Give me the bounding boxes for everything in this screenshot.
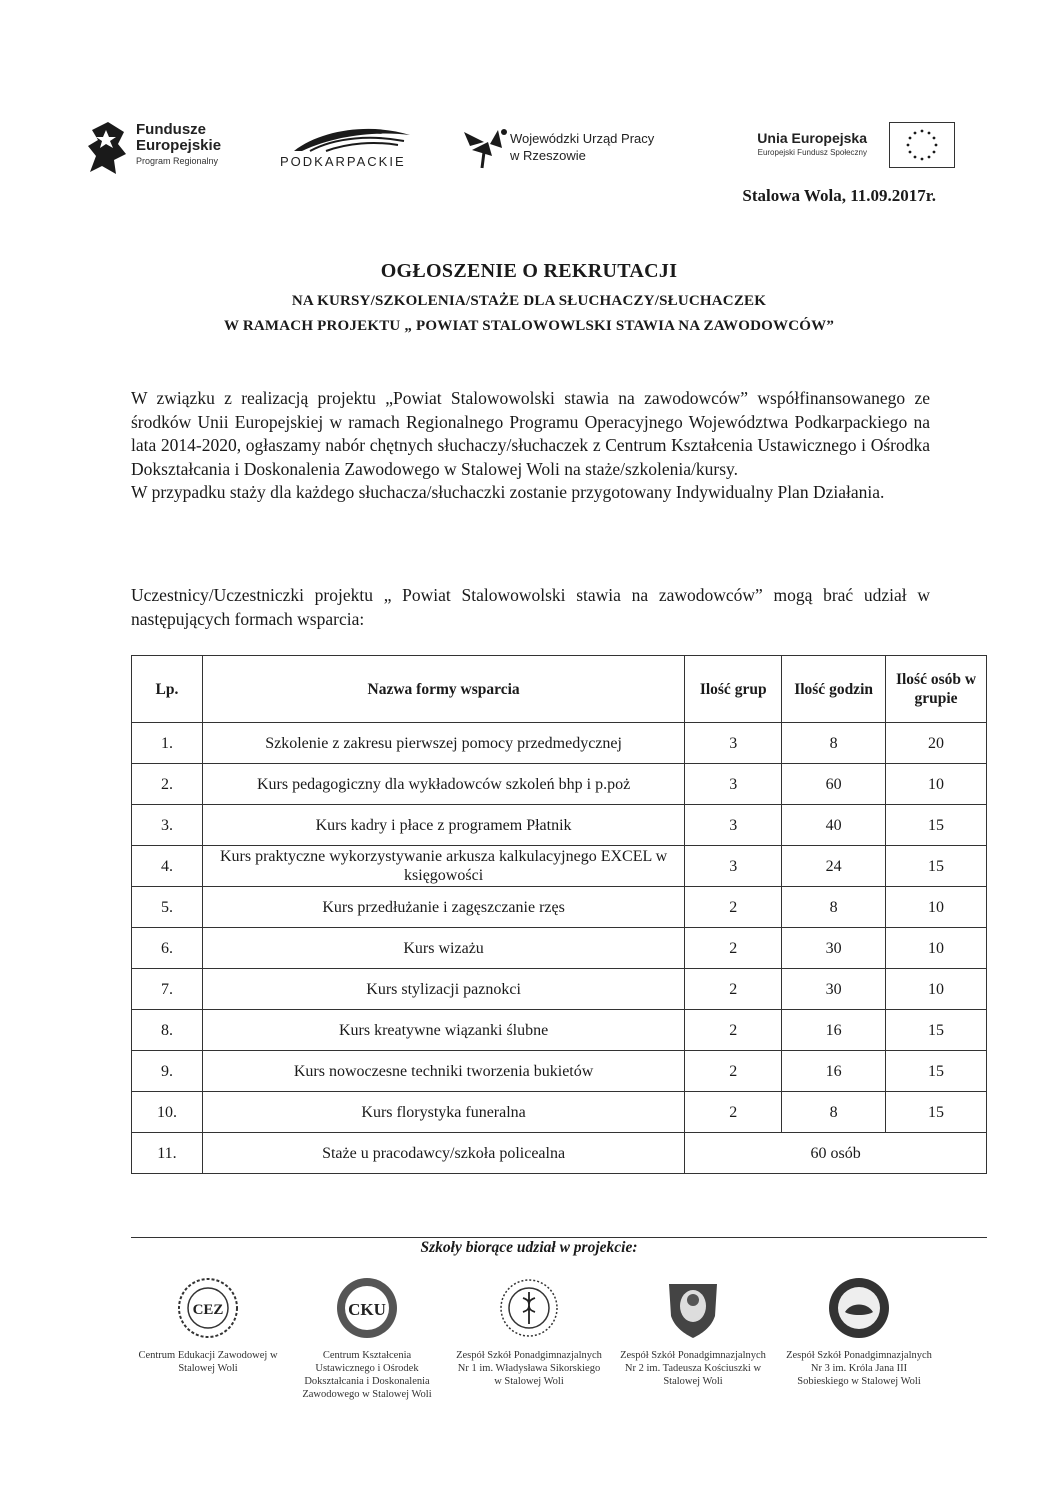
table-row xyxy=(132,1051,987,1092)
table-row xyxy=(132,723,987,764)
eu-flag-icon xyxy=(889,122,955,168)
cell-people: 15 xyxy=(886,1051,987,1092)
cell-people: 10 xyxy=(886,764,987,805)
cell-hours: 8 xyxy=(782,723,886,764)
cell-hours: 60 xyxy=(782,764,886,805)
cell-groups: 2 xyxy=(685,928,782,969)
cell-people: 20 xyxy=(886,723,987,764)
cell-name: Kurs nowoczesne techniki tworzenia bukietów xyxy=(202,1051,684,1092)
cell-merged-people: 60 osób xyxy=(685,1133,987,1174)
wup-bird-icon xyxy=(462,122,508,170)
footer-divider xyxy=(131,1237,987,1238)
cell-groups: 2 xyxy=(685,887,782,928)
cell-hours: 8 xyxy=(782,887,886,928)
school-zsp1 xyxy=(454,1276,604,1388)
cell-name: Staże u pracodawcy/szkoła policealna xyxy=(202,1133,684,1174)
school-caption: Centrum Kształcenia Ustawicznego i Ośrodek Dokształcania i Doskonalenia Zawodowego w Stalowej Woli xyxy=(302,1350,432,1400)
cell-lp: 4. xyxy=(132,846,203,887)
cell-lp: 11. xyxy=(132,1133,203,1174)
cell-lp: 3. xyxy=(132,805,203,846)
fundusze-star-icon xyxy=(88,120,128,176)
support-forms-table xyxy=(131,655,987,1174)
cell-lp: 1. xyxy=(132,723,203,764)
school-cku xyxy=(292,1276,442,1401)
cell-people: 15 xyxy=(886,846,987,887)
cell-hours: 24 xyxy=(782,846,886,887)
cell-groups: 2 xyxy=(685,1051,782,1092)
cell-people: 10 xyxy=(886,969,987,1010)
cku-emblem-text: CKU xyxy=(348,1300,386,1319)
cell-name: Kurs kadry i płace z programem Płatnik xyxy=(202,805,684,846)
fundusze-line2: Europejskie xyxy=(136,137,222,154)
cell-name: Kurs florystyka funeralna xyxy=(202,1092,684,1133)
cell-lp: 9. xyxy=(132,1051,203,1092)
table-row xyxy=(132,1092,987,1133)
cell-groups: 2 xyxy=(685,969,782,1010)
cell-lp: 6. xyxy=(132,928,203,969)
cell-groups: 3 xyxy=(685,846,782,887)
cell-name: Kurs stylizacji paznokci xyxy=(202,969,684,1010)
table-row xyxy=(132,1010,987,1051)
cell-hours: 30 xyxy=(782,969,886,1010)
cell-name: Kurs wizażu xyxy=(202,928,684,969)
cell-hours: 40 xyxy=(782,805,886,846)
intro-paragraph-block xyxy=(131,387,930,505)
zsp2-portrait-shield-icon xyxy=(661,1276,725,1340)
wup-line2: w Rzeszowie xyxy=(510,148,586,163)
podkarpackie-logo xyxy=(278,125,428,175)
cell-lp: 2. xyxy=(132,764,203,805)
school-zsp3 xyxy=(784,1276,934,1388)
cell-groups: 3 xyxy=(685,764,782,805)
wup-line1: Wojewódzki Urząd Pracy xyxy=(510,131,655,146)
fundusze-line1: Fundusze xyxy=(136,121,206,138)
school-cez xyxy=(133,1276,283,1375)
cell-groups: 3 xyxy=(685,723,782,764)
cell-groups: 2 xyxy=(685,1010,782,1051)
announcement-title: OGŁOSZENIE O REKRUTACJI xyxy=(380,260,678,282)
participants-paragraph-block xyxy=(131,584,930,631)
cell-name: Kurs kreatywne wiązanki ślubne xyxy=(202,1010,684,1051)
school-caption: Zespół Szkół Ponadgimnazjalnych Nr 2 im. Tadeusza Kościuszki w Stalowej Woli xyxy=(620,1350,766,1387)
school-caption: Zespół Szkół Ponadgimnazjalnych Nr 3 im. Króla Jana III Sobieskiego w Stalowej Woli xyxy=(786,1350,932,1387)
plan-paragraph: W przypadku staży dla każdego słuchacza/słuchaczki zostanie przygotowany Indywidualny Plan Działania. xyxy=(131,482,885,502)
zsp1-caduceus-emblem-icon xyxy=(497,1276,561,1340)
cell-lp: 10. xyxy=(132,1092,203,1133)
table-row xyxy=(132,887,987,928)
ue-logo xyxy=(725,122,955,170)
cell-groups: 2 xyxy=(685,1092,782,1133)
cell-name: Kurs pedagogiczny dla wykładowców szkoleń bhp i p.poż xyxy=(202,764,684,805)
header-groups: Ilość grup xyxy=(685,656,782,723)
table-row xyxy=(132,846,987,887)
header-lp: Lp. xyxy=(132,656,203,723)
cell-lp: 7. xyxy=(132,969,203,1010)
cell-lp: 5. xyxy=(132,887,203,928)
fundusze-line3: Program Regionalny xyxy=(136,156,219,166)
school-caption: Zespół Szkół Ponadgimnazjalnych Nr 1 im. Władysława Sikorskiego w Stalowej Woli xyxy=(456,1350,602,1387)
podkarpackie-name: PODKARPACKIE xyxy=(280,154,406,169)
cell-people: 15 xyxy=(886,1010,987,1051)
cez-emblem-icon xyxy=(176,1276,240,1340)
cell-lp: 8. xyxy=(132,1010,203,1051)
podkarpackie-arc-icon xyxy=(292,125,412,153)
cku-emblem-icon xyxy=(335,1276,399,1340)
table-header-row xyxy=(132,656,987,723)
footer-title: Szkoły biorące udział w projekcie: xyxy=(420,1239,638,1256)
header-hours: Ilość godzin xyxy=(782,656,886,723)
announcement-subtitle-2: W RAMACH PROJEKTU „ POWIAT STALOWOWLSKI STAWIA NA ZAWODOWCÓW” xyxy=(223,318,835,334)
cell-people: 15 xyxy=(886,1092,987,1133)
school-caption: Centrum Edukacji Zawodowej w Stalowej Woli xyxy=(138,1350,278,1374)
cell-hours: 16 xyxy=(782,1051,886,1092)
zsp3-seal-emblem-icon xyxy=(827,1276,891,1340)
cell-name: Kurs przedłużanie i zagęszczanie rzęs xyxy=(202,887,684,928)
cell-groups: 3 xyxy=(685,805,782,846)
header-name: Nazwa formy wsparcia xyxy=(202,656,684,723)
cell-people: 10 xyxy=(886,928,987,969)
cell-people: 10 xyxy=(886,887,987,928)
table-row xyxy=(132,764,987,805)
header-people: Ilość osób w grupie xyxy=(886,656,987,723)
fundusze-europejskie-logo xyxy=(88,118,258,178)
cell-name: Kurs praktyczne wykorzystywanie arkusza kalkulacyjnego EXCEL w księgowości xyxy=(202,846,684,887)
table-row xyxy=(132,805,987,846)
announcement-subtitle-1: NA KURSY/SZKOLENIA/STAŻE DLA SŁUCHACZY/SŁUCHACZEK xyxy=(291,293,767,309)
ue-line1: Unia Europejska xyxy=(757,130,867,146)
table-row xyxy=(132,969,987,1010)
cez-emblem-text: CEZ xyxy=(192,1302,224,1318)
ue-line2: Europejski Fundusz Społeczny xyxy=(757,148,867,157)
cell-hours: 30 xyxy=(782,928,886,969)
intro-paragraph: W związku z realizacją projektu „Powiat Stalowowolski stawia na zawodowców” współfinansowanego ze środków Unii Europejskiej w ramach Regionalnego Programu Operacyjnego Województwa Podkarpackiego na lata 2014-2020, ogłaszamy nabór chętnych słuchaczy/słuchaczek z Centrum Kształcenia Ustawicznego i Ośrodka Dokształcania i Doskonalenia Zawodowego w Stalowej Woli na staże/szkolenia/kursy. xyxy=(131,388,930,479)
participants-paragraph: Uczestnicy/Uczestniczki projektu „ Powiat Stalowowolski stawia na zawodowców” mogą brać udział w następujących formach wsparcia: xyxy=(131,585,930,629)
cell-hours: 8 xyxy=(782,1092,886,1133)
cell-people: 15 xyxy=(886,805,987,846)
cell-name: Szkolenie z zakresu pierwszej pomocy przedmedycznej xyxy=(202,723,684,764)
table-row-last xyxy=(132,1133,987,1174)
cell-hours: 16 xyxy=(782,1010,886,1051)
school-zsp2 xyxy=(618,1276,768,1388)
table-row xyxy=(132,928,987,969)
wup-logo xyxy=(462,122,702,172)
document-date: Stalowa Wola, 11.09.2017r. xyxy=(742,186,936,205)
